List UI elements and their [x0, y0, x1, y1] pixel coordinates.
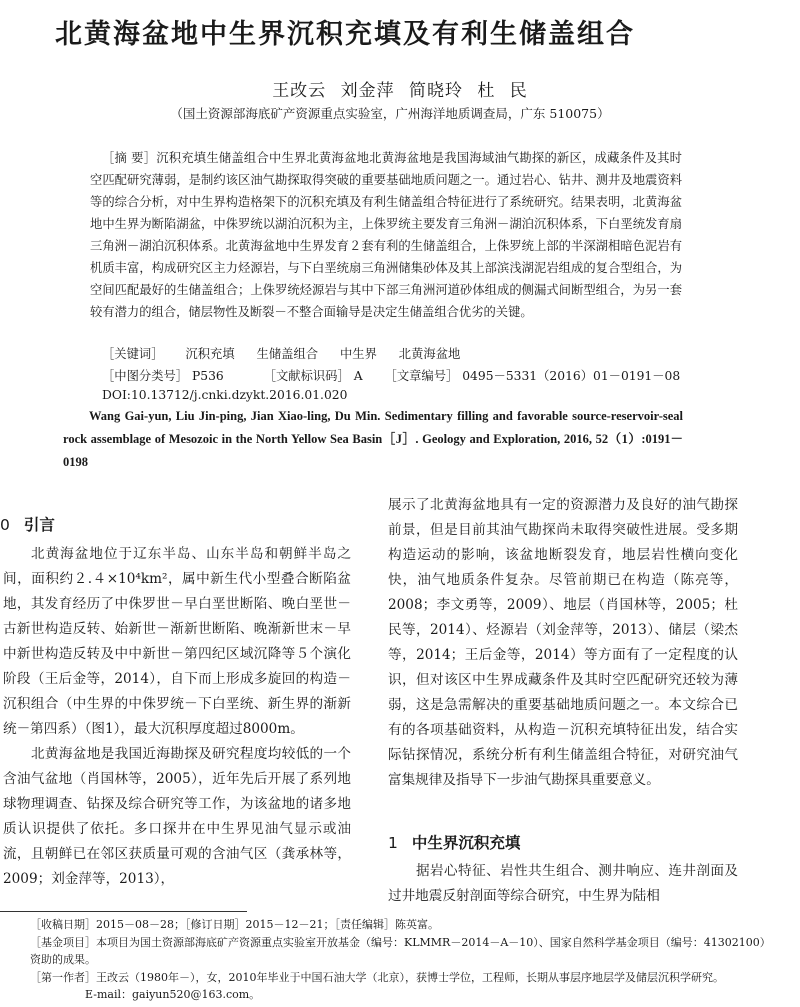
- clc-code: P536: [192, 369, 224, 383]
- footnote-email[interactable]: E-mail：gaiyun520@163.com。: [85, 988, 261, 1001]
- abstract-label: ［摘 要］: [102, 151, 157, 165]
- footnotes: [30, 916, 775, 1004]
- paper-title: 北黄海盆地中生界沉积充填及有利生储盖组合: [55, 19, 635, 50]
- doc-code-label: ［文献标识码］: [263, 369, 350, 383]
- section1-text: [388, 859, 738, 909]
- keywords-label: ［关键词］: [102, 347, 164, 361]
- footnote-dates: ［收稿日期］2015－08－28；［修订日期］2015－12－21；［责任编辑］陈英富。: [30, 918, 439, 931]
- abstract-text: 沉积充填生储盖组合中生界北黄海盆地北黄海盆地是我国海域油气勘探的新区，成藏条件及其时空匹配研究薄弱，是制约该区油气勘探取得突破的重要基础地质问题之一。通过岩心、钻井、测井及地震资料等的综合分析，对中生界构造格架下的沉积充填及有利生储盖组合特征进行了系统研究。结果表明，北黄海盆地中生界为断陷湖盆，中侏罗统以湖泊沉积为主，上侏罗统主要发育三角洲－湖泊沉积体系，下白垩统发育扇三角洲－湖泊沉积体系。北黄海盆地中生界发育２套有利的生储盖组合，上侏罗统上部的半深湖相暗色泥岩有机质丰富，构成研究区主力烃源岩，与下白垩统扇三角洲储集砂体及其上部滨浅湖泥岩组成的复合型组合，为空间匹配最好的生储盖组合；上侏罗统烃源岩与其中下部三角洲河道砂体组成的侧漏式间断型组合，为另一套较有潜力的组合，储层物性及断裂－不整合面输导是决定生储盖组合优劣的关键。: [90, 151, 682, 319]
- author-list: 王改云 刘金萍 简晓玲 杜 民: [272, 81, 528, 101]
- body-paragraph: 北黄海盆地位于辽东半岛、山东半岛和朝鲜半岛之间，面积约２.４×10⁴km²，属中新生代小型叠合断陷盆地，其发育经历了中侏罗世－早白垩世断陷、晚白垩世－古新世构造反转、始新世－渐新世断陷、晚渐新世末－早中新世构造反转及中中新世－第四纪区域沉降等５个演化阶段（王后金等，2014），自下而上形成多旋回的构造－沉积组合（中生界的中侏罗统－下白垩统、新生界的渐新统－第四系）（图1），最大沉积厚度超过8000m。: [3, 546, 351, 737]
- keyword: 北黄海盆地: [398, 347, 461, 361]
- footnote-fund: ［基金项目］本项目为国土资源部海底矿产资源重点实验室开放基金（编号：KLMMR－2014－A－10）、国家自然科学基金项目（编号：41302100）资助的成果。: [30, 935, 771, 966]
- section-heading-mesozoic: [388, 831, 520, 853]
- english-citation: Wang Gai-yun, Liu Jin-ping, Jian Xiao-ling, Du Min. Sedimentary filling and favorable source-reservoir-seal rock assemblage of Mesozoic in the North Yellow Sea Basin［J］. Geology and Exploration, 2016, 52（1）:0191－0198: [63, 409, 683, 469]
- keyword: 沉积充填: [185, 347, 235, 361]
- article-number-label: ［文章编号］: [384, 369, 459, 383]
- section-title: 中生界沉积充填: [411, 834, 521, 852]
- footnote-author: ［第一作者］王改云（1980年－），女，2010年毕业于中国石油大学（北京），获博士学位，工程师，长期从事层序地层学及储层沉积学研究。: [30, 970, 724, 984]
- affiliation: （国土资源部海底矿产资源重点实验室，广州海洋地质调查局，广东 510075）: [170, 106, 610, 121]
- left-column: [3, 542, 351, 892]
- right-column: [388, 493, 738, 793]
- keyword: 生储盖组合: [256, 347, 319, 361]
- section-number: 0: [0, 516, 10, 534]
- body-paragraph: 北黄海盆地是我国近海勘探及研究程度均较低的一个含油气盆地（肖国林等，2005），近年先后开展了系列地球物理调查、钻探及综合研究等工作，为该盆地的诸多地质认识提供了依托。多口探井在中生界见油气显示或油流，且朝鲜已在邻区获质量可观的含油气区（龚承林等，2009；刘金萍等，2013），: [3, 746, 351, 887]
- keywords: [102, 344, 460, 362]
- keyword: 中生界: [339, 347, 377, 361]
- article-number: 0495－5331（2016）01－0191－08: [462, 369, 681, 383]
- abstract: [90, 147, 682, 323]
- clc-label: ［中图分类号］: [102, 369, 189, 383]
- doi[interactable]: DOI:10.13712/j.cnki.dzykt.2016.01.020: [102, 388, 348, 402]
- body-paragraph: 据岩心特征、岩性共生组合、测井响应、连井剖面及过井地震反射剖面等综合研究，中生界为陆相: [388, 863, 738, 904]
- section-title: 引言: [23, 516, 55, 534]
- body-paragraph: 展示了北黄海盆地具有一定的资源潜力及良好的油气勘探前景，但是目前其油气勘探尚未取得突破性进展。受多期构造运动的影响，该盆地断裂发育，地层岩性横向变化快，油气地质条件复杂。尽管前期已在构造（陈亮等，2008；李文勇等，2009）、地层（肖国林等，2005；杜民等，2014）、烃源岩（刘金萍等，2013）、储层（梁杰等，2014；王后金等，2014）等方面有了一定程度的认识，但对该区中生界成藏条件及其时空匹配研究还较为薄弱，这是急需解决的重要基础地质问题之一。本文综合已有的各项基础资料，从构造－沉积充填特征出发，结合实际钻探情况，系统分析有利生储盖组合特征，对研究油气富集规律及指导下一步油气勘探具重要意义。: [388, 497, 738, 788]
- classification-line: [102, 366, 680, 384]
- doc-code: A: [353, 369, 363, 383]
- section-heading-introduction: [0, 513, 55, 535]
- footnote-divider: [0, 911, 247, 912]
- section-number: 1: [388, 834, 398, 852]
